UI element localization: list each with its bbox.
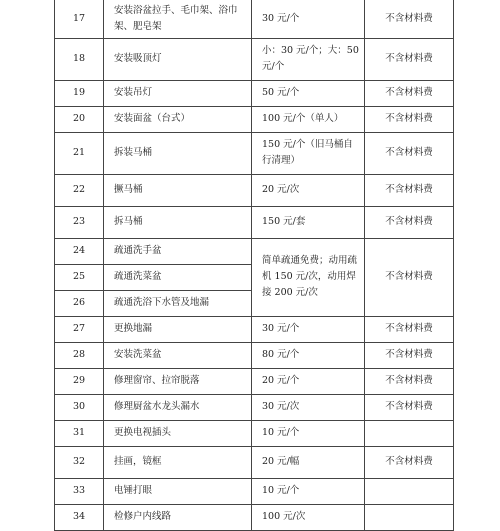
service-item: 更换地漏 <box>104 316 252 342</box>
service-note <box>365 478 454 504</box>
table-row <box>55 394 454 420</box>
row-number: 18 <box>55 38 104 80</box>
table-row <box>55 106 454 132</box>
service-note <box>365 420 454 446</box>
service-price: 50 元/个 <box>252 80 365 106</box>
table-row <box>55 478 454 504</box>
service-note: 不含材料费 <box>365 446 454 478</box>
service-note: 不含材料费 <box>365 106 454 132</box>
table-row <box>55 342 454 368</box>
service-item: 拆装马桶 <box>104 132 252 174</box>
service-price: 30 元/个 <box>252 0 365 38</box>
service-item: 疏通洗浴下水管及地漏 <box>104 290 252 316</box>
service-item: 疏通洗菜盆 <box>104 264 252 290</box>
table-row <box>55 206 454 238</box>
service-item: 更换电视插头 <box>104 420 252 446</box>
row-number: 30 <box>55 394 104 420</box>
row-number: 34 <box>55 504 104 530</box>
service-note: 不含材料费 <box>365 132 454 174</box>
row-number: 28 <box>55 342 104 368</box>
price-table-sheet <box>54 0 454 526</box>
service-note: 不含材料费 <box>365 0 454 38</box>
row-number: 22 <box>55 174 104 206</box>
row-number: 25 <box>55 264 104 290</box>
service-item: 电锤打眼 <box>104 478 252 504</box>
row-number: 19 <box>55 80 104 106</box>
service-price: 20 元/幅 <box>252 446 365 478</box>
row-number: 33 <box>55 478 104 504</box>
table-row <box>55 238 454 264</box>
table-row <box>55 368 454 394</box>
service-price: 30 元/次 <box>252 394 365 420</box>
service-price: 100 元/次 <box>252 504 365 530</box>
service-item: 检修户内线路 <box>104 504 252 530</box>
row-number: 31 <box>55 420 104 446</box>
row-number: 29 <box>55 368 104 394</box>
row-number: 20 <box>55 106 104 132</box>
service-note: 不含材料费 <box>365 394 454 420</box>
service-item: 挂画，镜框 <box>104 446 252 478</box>
service-item: 修理厨盆水龙头漏水 <box>104 394 252 420</box>
service-item: 安装吊灯 <box>104 80 252 106</box>
service-note: 不含材料费 <box>365 368 454 394</box>
service-price-table <box>54 0 454 531</box>
service-price: 10 元/个 <box>252 478 365 504</box>
merged-service-price: 简单疏通免费；动用疏机 150 元/次，动用焊接 200 元/次 <box>252 238 365 316</box>
service-price: 30 元/个 <box>252 316 365 342</box>
table-row <box>55 132 454 174</box>
service-item: 修理窗帘、拉帘脱落 <box>104 368 252 394</box>
row-number: 24 <box>55 238 104 264</box>
service-price: 20 元/次 <box>252 174 365 206</box>
service-note: 不含材料费 <box>365 342 454 368</box>
service-item: 安装吸顶灯 <box>104 38 252 80</box>
table-row <box>55 80 454 106</box>
table-row <box>55 504 454 530</box>
service-price: 小：30 元/个；大：50 元/个 <box>252 38 365 80</box>
service-item: 撅马桶 <box>104 174 252 206</box>
service-item: 拆马桶 <box>104 206 252 238</box>
service-note <box>365 504 454 530</box>
service-note: 不含材料费 <box>365 80 454 106</box>
row-number: 27 <box>55 316 104 342</box>
service-price: 80 元/个 <box>252 342 365 368</box>
service-note: 不含材料费 <box>365 206 454 238</box>
service-note: 不含材料费 <box>365 316 454 342</box>
row-number: 21 <box>55 132 104 174</box>
table-row <box>55 446 454 478</box>
row-number: 23 <box>55 206 104 238</box>
row-number: 32 <box>55 446 104 478</box>
table-row <box>55 420 454 446</box>
table-row <box>55 316 454 342</box>
service-item: 安装洗菜盆 <box>104 342 252 368</box>
service-item: 安装面盆（台式） <box>104 106 252 132</box>
row-number: 26 <box>55 290 104 316</box>
row-number: 17 <box>55 0 104 38</box>
service-price: 100 元/个（单人） <box>252 106 365 132</box>
service-item: 安装浴盆拉手、毛巾架、浴巾架、肥皂架 <box>104 0 252 38</box>
service-note: 不含材料费 <box>365 174 454 206</box>
table-row <box>55 0 454 38</box>
service-item: 疏通洗手盆 <box>104 238 252 264</box>
table-row <box>55 174 454 206</box>
merged-service-note: 不含材料费 <box>365 238 454 316</box>
service-price: 20 元/个 <box>252 368 365 394</box>
table-row <box>55 38 454 80</box>
service-price: 150 元/个（旧马桶自行清理） <box>252 132 365 174</box>
service-price: 10 元/个 <box>252 420 365 446</box>
service-price: 150 元/套 <box>252 206 365 238</box>
service-note: 不含材料费 <box>365 38 454 80</box>
